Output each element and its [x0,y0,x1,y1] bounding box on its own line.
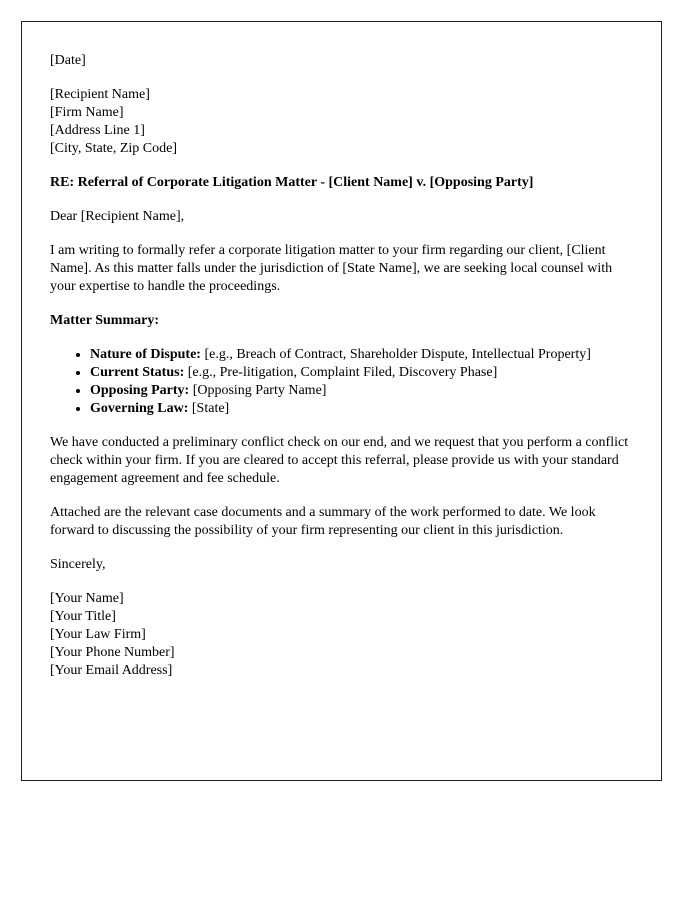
conflict-check-paragraph: We have conducted a preliminary conflict check on our end, and we request that you perform a conflict check within your firm. If you are cleared to accept this referral, please provide us with your standard engagement agreement and fee schedule. [50,435,629,486]
bullet-value: [Opposing Party Name] [192,383,327,398]
bullet-label: Current Status: [90,365,185,380]
bullet-label: Nature of Dispute: [90,347,201,362]
salutation: Dear [Recipient Name], [50,209,185,224]
signature-name-line: [Your Name] [50,591,124,606]
bullet-value: [e.g., Breach of Contract, Shareholder Dispute, Intellectual Property] [204,347,591,362]
list-item-governing-law [90,400,633,418]
recipient-name-line: [Recipient Name] [50,87,150,102]
signature-block [50,590,633,680]
closing: Sincerely, [50,557,106,572]
signature-firm-line: [Your Law Firm] [50,627,146,642]
date-line: [Date] [50,53,86,68]
matter-summary-heading: Matter Summary: [50,313,159,328]
intro-paragraph: I am writing to formally refer a corporate litigation matter to your firm regarding our client, [Client Name]. As this matter falls under the jurisdiction of [State Name], we are seeking local counsel with your expertise to handle the proceedings. [50,243,613,294]
attachments-paragraph: Attached are the relevant case documents and a summary of the work performed to date. We look forward to discussing the possibility of your firm representing our client in this jurisdiction. [50,505,596,538]
signature-title-line: [Your Title] [50,609,116,624]
list-item-opposing-party [90,382,633,400]
city-state-zip-line: [City, State, Zip Code] [50,141,178,156]
list-item-nature-of-dispute [90,346,633,364]
letter-page [21,21,662,781]
bullet-label: Opposing Party: [90,383,190,398]
recipient-address-block [50,86,633,158]
bullet-label: Governing Law: [90,401,189,416]
signature-phone-line: [Your Phone Number] [50,645,175,660]
bullet-value: [State] [191,401,230,416]
bullet-value: [e.g., Pre-litigation, Complaint Filed, Discovery Phase] [187,365,498,380]
matter-summary-list [50,346,633,418]
list-item-current-status [90,364,633,382]
subject-line: RE: Referral of Corporate Litigation Matter - [Client Name] v. [Opposing Party] [50,175,534,190]
firm-name-line: [Firm Name] [50,105,124,120]
signature-email-line: [Your Email Address] [50,663,173,678]
address-line: [Address Line 1] [50,123,145,138]
